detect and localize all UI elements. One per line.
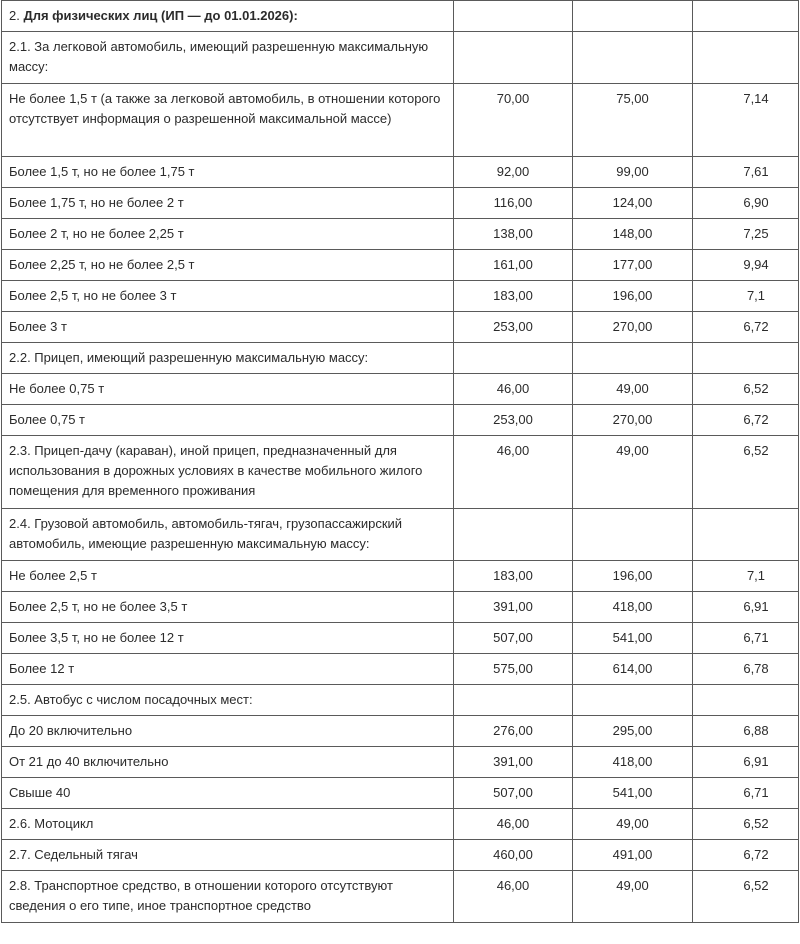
row-name-cell <box>2 250 454 281</box>
row-name: Более 2,5 т, но не более 3,5 т <box>9 599 188 614</box>
table-row <box>2 747 799 778</box>
growth-percent-cell: 6,52 <box>693 436 799 509</box>
row-name: 2.3. Прицеп-дачу (караван), иной прицеп, предназначенный для использования в дорожных условиях в качестве мобильного жилого помещения для временного проживания <box>9 443 423 498</box>
row-name-cell <box>2 871 454 923</box>
row-name: 2.4. Грузовой автомобиль, автомобиль-тягач, грузопассажирский автомобиль, имеющие разрешенную максимальную массу: <box>9 516 403 551</box>
table-row <box>2 312 799 343</box>
rate-2025-cell: 46,00 <box>454 809 573 840</box>
rate-2026-cell: 177,00 <box>573 250 693 281</box>
row-name-cell <box>2 405 454 436</box>
rate-2025-cell: 391,00 <box>454 747 573 778</box>
row-name-cell <box>2 747 454 778</box>
rate-2025-cell: 116,00 <box>454 188 573 219</box>
growth-percent-cell <box>693 343 799 374</box>
row-name: 2.6. Мотоцикл <box>9 816 94 831</box>
growth-percent-cell: 9,94 <box>693 250 799 281</box>
row-name-cell <box>2 654 454 685</box>
section-number: 2. <box>9 8 24 23</box>
rate-2026-cell: 49,00 <box>573 809 693 840</box>
rate-2026-cell: 148,00 <box>573 219 693 250</box>
growth-percent-cell: 6,78 <box>693 654 799 685</box>
row-name: Более 1,5 т, но не более 1,75 т <box>9 164 195 179</box>
row-name: Более 3 т <box>9 319 67 334</box>
rate-2025-cell: 460,00 <box>454 840 573 871</box>
row-name-cell <box>2 840 454 871</box>
rate-2026-cell: 270,00 <box>573 312 693 343</box>
row-name: Не более 1,5 т (а также за легковой автомобиль, в отношении которого отсутствует информация о разрешенной максимальной массе) <box>9 91 441 126</box>
growth-percent-cell: 6,88 <box>693 716 799 747</box>
rate-2026-cell: 99,00 <box>573 157 693 188</box>
rate-2025-cell: 161,00 <box>454 250 573 281</box>
tariff-table-body <box>2 1 799 923</box>
table-row <box>2 343 799 374</box>
table-row <box>2 84 799 157</box>
rate-2025-cell <box>454 509 573 561</box>
growth-percent-cell: 6,90 <box>693 188 799 219</box>
row-name-cell <box>2 32 454 84</box>
rate-2026-cell: 418,00 <box>573 747 693 778</box>
rate-2025-cell: 575,00 <box>454 654 573 685</box>
row-name-cell <box>2 436 454 509</box>
row-name-cell <box>2 623 454 654</box>
row-name: Более 0,75 т <box>9 412 86 427</box>
row-name-cell <box>2 778 454 809</box>
growth-percent-cell: 6,52 <box>693 374 799 405</box>
row-name-cell <box>2 374 454 405</box>
rate-2025-cell: 507,00 <box>454 778 573 809</box>
row-name-cell <box>2 312 454 343</box>
row-name: Более 2 т, но не более 2,25 т <box>9 226 184 241</box>
row-name: От 21 до 40 включительно <box>9 754 169 769</box>
row-name-cell <box>2 188 454 219</box>
rate-2026-cell: 614,00 <box>573 654 693 685</box>
growth-percent-cell: 6,91 <box>693 747 799 778</box>
rate-2026-cell <box>573 343 693 374</box>
row-name-cell <box>2 84 454 157</box>
rate-2025-cell <box>454 685 573 716</box>
growth-percent-cell: 6,71 <box>693 623 799 654</box>
row-name: До 20 включительно <box>9 723 133 738</box>
rate-2025-cell <box>454 1 573 32</box>
table-row <box>2 592 799 623</box>
table-row <box>2 623 799 654</box>
table-row <box>2 436 799 509</box>
rate-2025-cell: 46,00 <box>454 374 573 405</box>
row-name-cell <box>2 561 454 592</box>
rate-2026-cell: 124,00 <box>573 188 693 219</box>
row-name: 2.2. Прицеп, имеющий разрешенную максимальную массу: <box>9 350 369 365</box>
row-name: Более 3,5 т, но не более 12 т <box>9 630 184 645</box>
row-name: 2.1. За легковой автомобиль, имеющий разрешенную максимальную массу: <box>9 39 429 74</box>
row-name: 2.8. Транспортное средство, в отношении которого отсутствуют сведения о его типе, иное транспортное средство <box>9 878 393 913</box>
table-row <box>2 157 799 188</box>
row-name-cell <box>2 685 454 716</box>
growth-percent-cell: 7,61 <box>693 157 799 188</box>
rate-2025-cell: 507,00 <box>454 623 573 654</box>
table-row <box>2 405 799 436</box>
table-row <box>2 840 799 871</box>
row-name-cell <box>2 509 454 561</box>
rate-2026-cell <box>573 509 693 561</box>
table-row <box>2 716 799 747</box>
row-name-cell <box>2 343 454 374</box>
growth-percent-cell: 6,71 <box>693 778 799 809</box>
growth-percent-cell: 6,52 <box>693 871 799 923</box>
rate-2026-cell: 541,00 <box>573 623 693 654</box>
rate-2025-cell: 92,00 <box>454 157 573 188</box>
row-name: Более 12 т <box>9 661 75 676</box>
row-name: Не более 0,75 т <box>9 381 105 396</box>
rate-2025-cell: 46,00 <box>454 871 573 923</box>
growth-percent-cell: 7,1 <box>693 561 799 592</box>
table-row <box>2 188 799 219</box>
table-row <box>2 281 799 312</box>
growth-percent-cell: 6,52 <box>693 809 799 840</box>
rate-2025-cell: 183,00 <box>454 281 573 312</box>
table-row <box>2 219 799 250</box>
rate-2026-cell <box>573 1 693 32</box>
table-row <box>2 374 799 405</box>
growth-percent-cell: 6,72 <box>693 840 799 871</box>
growth-percent-cell <box>693 509 799 561</box>
table-row <box>2 685 799 716</box>
rate-2025-cell: 138,00 <box>454 219 573 250</box>
rate-2026-cell <box>573 32 693 84</box>
row-name: Не более 2,5 т <box>9 568 97 583</box>
table-row <box>2 509 799 561</box>
rate-2025-cell: 253,00 <box>454 405 573 436</box>
row-name: Более 2,25 т, но не более 2,5 т <box>9 257 195 272</box>
rate-2026-cell: 270,00 <box>573 405 693 436</box>
growth-percent-cell: 6,72 <box>693 405 799 436</box>
table-row <box>2 809 799 840</box>
table-row <box>2 561 799 592</box>
row-name: Более 2,5 т, но не более 3 т <box>9 288 177 303</box>
growth-percent-cell <box>693 1 799 32</box>
table-row <box>2 654 799 685</box>
rate-2025-cell: 253,00 <box>454 312 573 343</box>
rate-2025-cell: 276,00 <box>454 716 573 747</box>
row-name-cell <box>2 592 454 623</box>
rate-2025-cell <box>454 343 573 374</box>
growth-percent-cell <box>693 32 799 84</box>
rate-2026-cell: 295,00 <box>573 716 693 747</box>
table-row <box>2 1 799 32</box>
tariff-table <box>1 0 799 923</box>
rate-2025-cell: 391,00 <box>454 592 573 623</box>
growth-percent-cell: 7,1 <box>693 281 799 312</box>
rate-2026-cell: 541,00 <box>573 778 693 809</box>
row-name: 2.5. Автобус с числом посадочных мест: <box>9 692 253 707</box>
row-name: Для физических лиц (ИП — до 01.01.2026): <box>23 8 298 23</box>
row-name: 2.7. Седельный тягач <box>9 847 138 862</box>
row-name: Свыше 40 <box>9 785 71 800</box>
row-name-cell <box>2 157 454 188</box>
rate-2025-cell: 70,00 <box>454 84 573 157</box>
growth-percent-cell: 7,25 <box>693 219 799 250</box>
rate-2025-cell <box>454 32 573 84</box>
row-name: Более 1,75 т, но не более 2 т <box>9 195 184 210</box>
rate-2026-cell: 418,00 <box>573 592 693 623</box>
growth-percent-cell: 6,91 <box>693 592 799 623</box>
rate-2026-cell: 49,00 <box>573 374 693 405</box>
growth-percent-cell: 6,72 <box>693 312 799 343</box>
row-name-cell <box>2 1 454 32</box>
table-row <box>2 778 799 809</box>
row-name-cell <box>2 219 454 250</box>
growth-percent-cell: 7,14 <box>693 84 799 157</box>
growth-percent-cell <box>693 685 799 716</box>
rate-2026-cell: 75,00 <box>573 84 693 157</box>
rate-2026-cell <box>573 685 693 716</box>
rate-2025-cell: 46,00 <box>454 436 573 509</box>
rate-2026-cell: 196,00 <box>573 281 693 312</box>
table-row <box>2 250 799 281</box>
table-row <box>2 871 799 923</box>
rate-2026-cell: 49,00 <box>573 436 693 509</box>
rate-2026-cell: 196,00 <box>573 561 693 592</box>
row-name-cell <box>2 716 454 747</box>
rate-2026-cell: 49,00 <box>573 871 693 923</box>
table-row <box>2 32 799 84</box>
rate-2026-cell: 491,00 <box>573 840 693 871</box>
row-name-cell <box>2 281 454 312</box>
rate-2025-cell: 183,00 <box>454 561 573 592</box>
row-name-cell <box>2 809 454 840</box>
